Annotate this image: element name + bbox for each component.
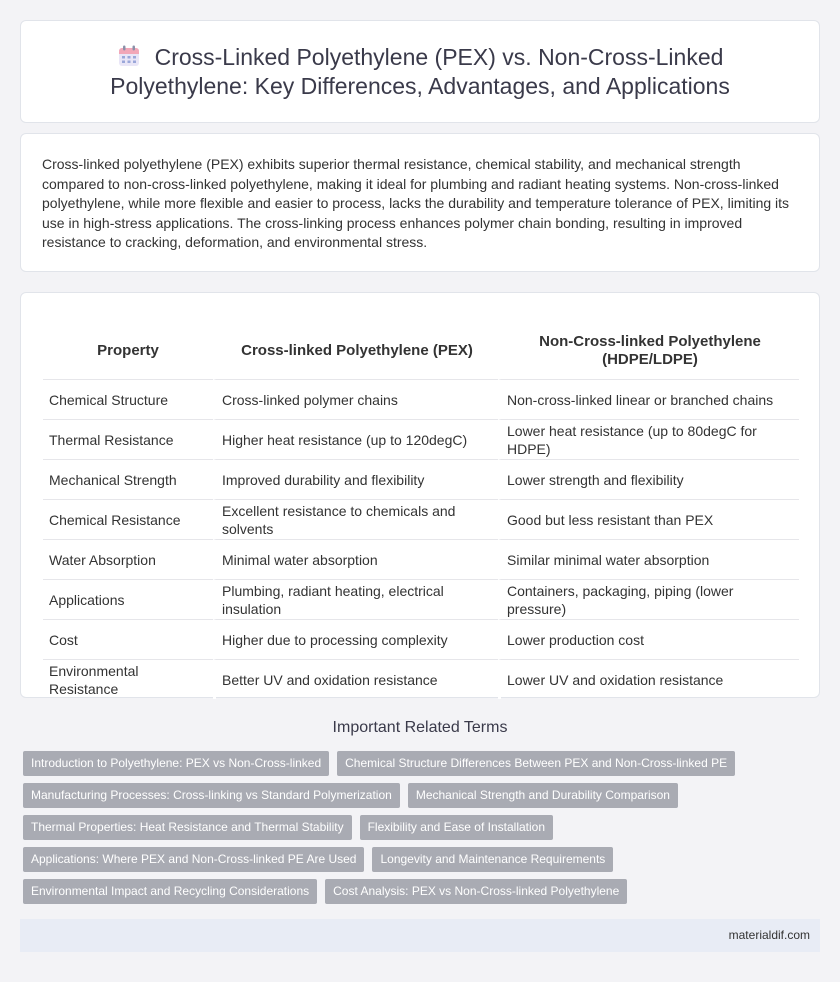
related-term-tag[interactable]: Mechanical Strength and Durability Comparison — [408, 783, 678, 808]
cell-pex: Cross-linked polymer chains — [213, 379, 498, 419]
related-term-tag[interactable]: Manufacturing Processes: Cross-linking vs Standard Polymerization — [23, 783, 400, 808]
related-term-tag[interactable]: Longevity and Maintenance Requirements — [372, 847, 613, 872]
cell-non-pex: Similar minimal water absorption — [498, 539, 799, 579]
cell-pex: Improved durability and flexibility — [213, 459, 498, 499]
footer-site-link[interactable]: materialdif.com — [728, 928, 810, 942]
cell-property: Thermal Resistance — [43, 419, 213, 459]
table-header-row — [43, 315, 799, 379]
tag-row — [23, 751, 823, 783]
table-row — [43, 539, 799, 579]
intro-paragraph: Cross-linked polyethylene (PEX) exhibits superior thermal resistance, chemical stability, and mechanical strength compared to non-cross-linked polyethylene, making it ideal for plumbing and radiant heating systems. Non-cross-linked polyethylene, while more flexible and easier to process, lacks the durability and temperature tolerance of PEX, limiting its use in high-stress applications. The cross-linking process enhances polymer chain bonding, resulting in improved resistance to cracking, deformation, and environmental stress. — [42, 156, 790, 251]
related-term-tag[interactable]: Environmental Impact and Recycling Considerations — [23, 879, 317, 904]
cell-property: Water Absorption — [43, 539, 213, 579]
cell-non-pex: Lower heat resistance (up to 80degC for HDPE) — [498, 419, 799, 459]
intro-card — [20, 133, 820, 272]
cell-property: Chemical Resistance — [43, 499, 213, 539]
related-term-tag[interactable]: Chemical Structure Differences Between PEX and Non-Cross-linked PE — [337, 751, 735, 776]
related-term-tag[interactable]: Introduction to Polyethylene: PEX vs Non-Cross-linked — [23, 751, 329, 776]
table-body — [43, 379, 799, 699]
cell-property: Chemical Structure — [43, 379, 213, 419]
table-row — [43, 619, 799, 659]
cell-property: Environmental Resistance — [43, 659, 213, 699]
table-row — [43, 459, 799, 499]
page-title-text: Cross-Linked Polyethylene (PEX) vs. Non-Cross-Linked Polyethylene: Key Differences, Advantages, and Applications — [110, 44, 730, 99]
cell-pex: Better UV and oxidation resistance — [213, 659, 498, 699]
table-row — [43, 379, 799, 419]
cell-pex: Minimal water absorption — [213, 539, 498, 579]
tag-row — [23, 847, 823, 879]
related-term-tag[interactable]: Flexibility and Ease of Installation — [360, 815, 553, 840]
page-title — [51, 43, 789, 101]
cell-pex: Higher due to processing complexity — [213, 619, 498, 659]
footer — [20, 919, 820, 952]
cell-non-pex: Lower production cost — [498, 619, 799, 659]
related-term-tag[interactable]: Cost Analysis: PEX vs Non-Cross-linked Polyethylene — [325, 879, 627, 904]
tag-row — [23, 879, 823, 911]
header-pex: Cross-linked Polyethylene (PEX) — [213, 315, 498, 379]
related-term-tag[interactable]: Applications: Where PEX and Non-Cross-linked PE Are Used — [23, 847, 364, 872]
cell-non-pex: Good but less resistant than PEX — [498, 499, 799, 539]
cell-non-pex: Containers, packaging, piping (lower pressure) — [498, 579, 799, 619]
related-term-tag[interactable]: Thermal Properties: Heat Resistance and Thermal Stability — [23, 815, 352, 840]
table-row — [43, 499, 799, 539]
related-terms-title: Important Related Terms — [332, 719, 508, 736]
cell-property: Applications — [43, 579, 213, 619]
title-card — [20, 20, 820, 123]
header-property: Property — [97, 342, 159, 359]
cell-non-pex: Lower strength and flexibility — [498, 459, 799, 499]
cell-property: Cost — [43, 619, 213, 659]
cell-pex: Plumbing, radiant heating, electrical insulation — [213, 579, 498, 619]
calendar-icon — [117, 44, 141, 68]
related-terms-list — [23, 751, 823, 911]
cell-non-pex: Lower UV and oxidation resistance — [498, 659, 799, 699]
cell-non-pex: Non-cross-linked linear or branched chains — [498, 379, 799, 419]
tag-row — [23, 815, 823, 847]
comparison-table — [43, 315, 799, 699]
table-row — [43, 419, 799, 459]
cell-pex: Excellent resistance to chemicals and solvents — [213, 499, 498, 539]
header-non-pex: Non-Cross-linked Polyethylene (HDPE/LDPE) — [498, 315, 799, 379]
tag-row — [23, 783, 823, 815]
cell-pex: Higher heat resistance (up to 120degC) — [213, 419, 498, 459]
table-row — [43, 579, 799, 619]
table-row — [43, 659, 799, 699]
comparison-card — [20, 292, 820, 698]
cell-property: Mechanical Strength — [43, 459, 213, 499]
